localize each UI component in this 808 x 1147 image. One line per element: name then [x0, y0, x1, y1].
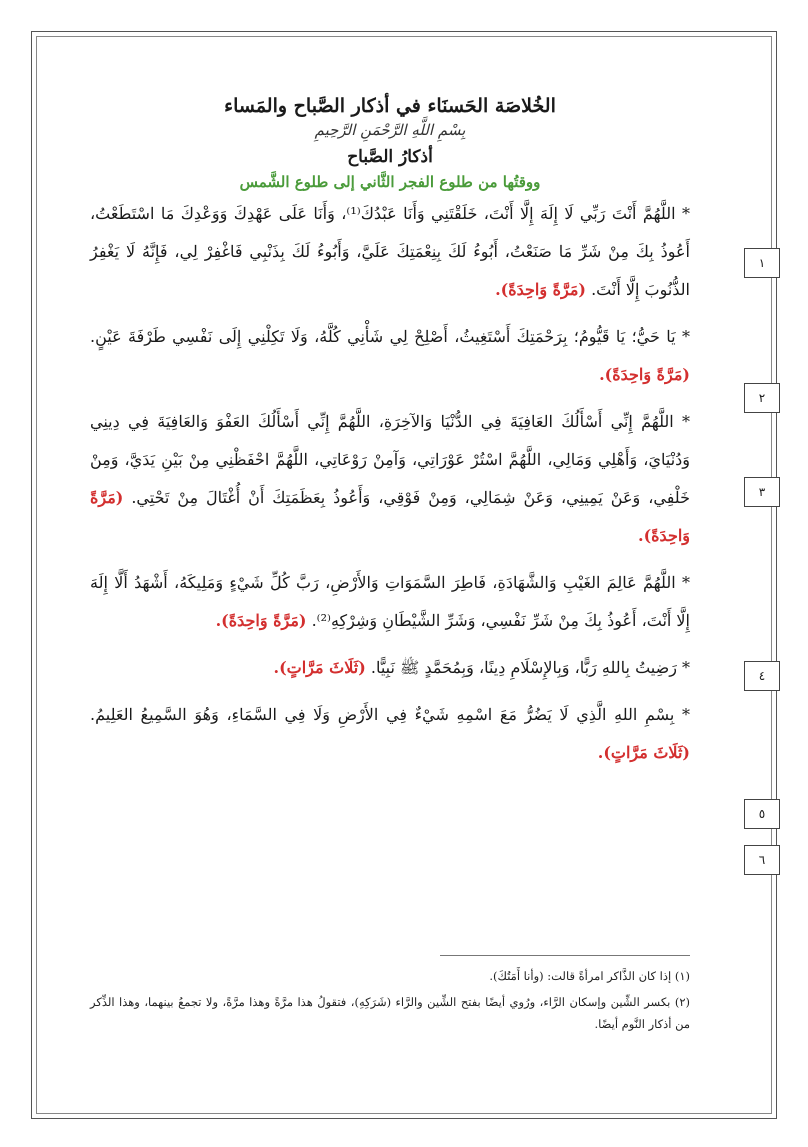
footnotes — [90, 965, 690, 1039]
dhikr-text: * اللَّهُمَّ إِنِّي أَسْأَلُكَ العَافِيَةَ فِي الدُّنْيَا وَالآخِرَةِ، اللَّهُمَّ إِنِّي أَسْأَلُكَ العَفْوَ وَالعَافِيَةَ فِي دِينِي وَدُنْيَايَ، وَأَهْلِي وَمَالِي، اللَّهُمَّ اسْتُرْ عَوْرَاتِي، وَآمِنْ رَوْعَاتِي، اللَّهُمَّ احْفَظْنِي مِنْ بَيْنِ يَدَيَّ، وَمِنْ خَلْفِي، وَعَنْ يَمِينِي، وَعَنْ شِمَالِي، وَمِنْ فَوْقِي، وَأَعُوذُ بِعَظَمَتِكَ أَنْ أُغْتَالَ مِنْ تَحْتِي. — [90, 412, 690, 507]
footnote-2: (٢) بكسر الشِّين وإسكان الرَّاء، ورُوي أيضًا بفتح الشِّين والرَّاء (شَرَكِهِ)، فتقولُ هذا مرَّةً وهذا مرَّةً، ولا تجمعُ بينهما، وهذا الذِّكر من أذكار النَّوم أيضًا. — [90, 995, 690, 1031]
dhikr-count: (مَرَّةً وَاحِدَةً). — [495, 280, 586, 299]
dhikr-count: (مَرَّةً وَاحِدَةً). — [90, 488, 690, 545]
page-title: الخُلاصَة الحَسنَاء في أذكار الصَّباح والمَساء — [224, 95, 556, 117]
dhikr-2 — [90, 318, 690, 394]
dhikr-3 — [90, 403, 690, 555]
dhikr-text: * رَضِيتُ بِاللهِ رَبًّا، وَبِالإِسْلَامِ دِينًا، وَبِمُحَمَّدٍ ﷺ نَبِيًّا. — [370, 658, 690, 677]
section-subtitle: ووقتُها من طلوع الفجر الثَّاني إلى طلوع الشَّمس — [239, 173, 541, 191]
dhikr-number-box: ٢ — [744, 383, 780, 413]
dhikr-5 — [90, 649, 690, 687]
dhikr-number-box: ٣ — [744, 477, 780, 507]
dhikr-text: * يَا حَيُّ؛ يَا قَيُّومُ؛ بِرَحْمَتِكَ أَسْتَغِيثُ، أَصْلِحْ لِي شَأْنِي كُلَّهُ، وَلَا تَكِلْنِي إِلَى نَفْسِي طَرْفَةَ عَيْنٍ. — [90, 327, 690, 346]
dhikr-number-box: ٤ — [744, 661, 780, 691]
dhikr-1 — [90, 195, 690, 309]
dhikr-count: (ثَلَاثَ مَرَّاتٍ). — [597, 743, 690, 762]
footnote-1: (١) إذا كان الذَّاكر امرأةً قالت: (وأنا أَمَتُكَ). — [489, 969, 690, 983]
dhikr-count: (مَرَّةً وَاحِدَةً). — [599, 365, 690, 384]
dhikr-text: * بِسْمِ اللهِ الَّذِي لَا يَضُرُّ مَعَ اسْمِهِ شَيْءٌ فِي الأَرْضِ وَلَا فِي السَّمَاءِ، وَهُوَ السَّمِيعُ العَلِيمُ. — [90, 705, 690, 724]
dhikr-count: (مَرَّةً وَاحِدَةً). — [215, 611, 307, 630]
dhikr-6 — [90, 696, 690, 772]
dhikr-number-box: ٥ — [744, 799, 780, 829]
section-title: أذكارُ الصَّباح — [347, 147, 433, 167]
footnote-separator — [440, 955, 690, 956]
page-content — [90, 95, 690, 781]
dhikr-4 — [90, 564, 690, 640]
basmala: بِسْمِ اللَّهِ الرَّحْمَنِ الرَّحِيمِ — [314, 121, 466, 139]
dhikr-text: * اللَّهُمَّ أَنْتَ رَبِّي لَا إِلَهَ إِلَّا أَنْتَ، خَلَقْتَنِي وَأَنَا عَبْدُكَ⁽¹⁾، وَأَنَا عَلَى عَهْدِكَ وَوَعْدِكَ مَا اسْتَطَعْتُ، أَعُوذُ بِكَ مِنْ شَرِّ مَا صَنَعْتُ، أَبُوءُ لَكَ بِنِعْمَتِكَ عَلَيَّ، وَأَبُوءُ لَكَ بِذَنْبِي فَاغْفِرْ لِي، فَإِنَّهُ لَا يَغْفِرُ الذُّنُوبَ إِلَّا أَنْتَ. — [90, 204, 690, 299]
dhikr-number-box: ١ — [744, 248, 780, 278]
dhikr-text: * اللَّهُمَّ عَالِمَ الغَيْبِ وَالشَّهَادَةِ، فَاطِرَ السَّمَوَاتِ وَالأَرْضِ، رَبَّ كُلِّ شَيْءٍ وَمَلِيكَهُ، أَشْهَدُ أَلَّا إِلَهَ إِلَّا أَنْتَ، أَعُوذُ بِكَ مِنْ شَرِّ نَفْسِي، وَشَرِّ الشَّيْطَانِ وَشِرْكِهِ⁽²⁾. — [90, 573, 690, 630]
dhikr-count: (ثَلَاثَ مَرَّاتٍ). — [273, 658, 366, 677]
dhikr-number-box: ٦ — [744, 845, 780, 875]
